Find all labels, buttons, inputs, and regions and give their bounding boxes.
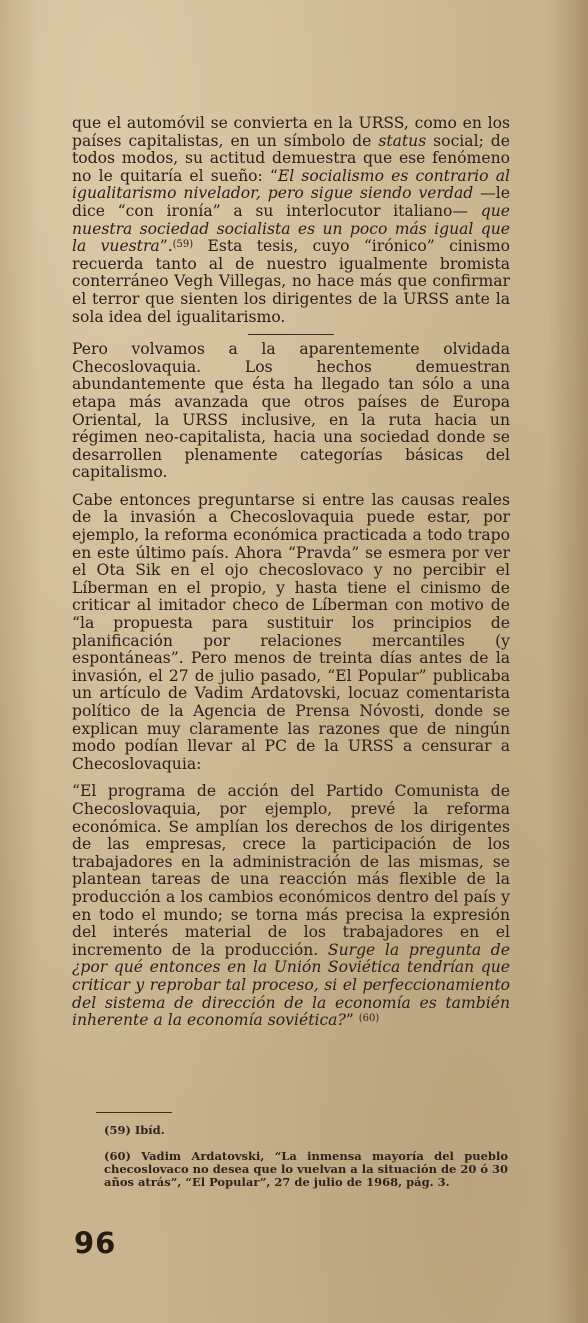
footnotes <box>104 1124 508 1189</box>
section-divider <box>248 334 334 335</box>
paragraph-1-quote-1: El socialismo es contrario al igualitarismo nivelador, pero sigue siendo verdad <box>72 166 510 203</box>
footnote-60: (60) Vadim Ardatovski, “La inmensa mayoría del pueblo checoslovaco no desea que lo vuelvan a la situación de 20 ó 30 años atrás”, “El Popular”, 27 de julio de 1968, pág. 3. <box>104 1149 509 1189</box>
paragraph-1-text-b: social; de todos modos, su actitud demuestra que ese fenómeno no le quitaría el sueño: “ <box>72 131 510 185</box>
paragraph-3: Cabe entonces preguntarse si entre las causas reales de la invasión a Checoslovaquia puede estar, por ejemplo, la reforma económica practicada a todo trapo en este último país. Ahora “Pravda” se esmera por ver el Ota Sik en el ojo checoslovaco y no percibir el Líberman en el propio, y hasta tiene el cinismo de criticar al imitador checo de Líberman con motivo de “la propuesta para sustituir los principios de planificación por relaciones mercantiles (y espontáneas”. Pero menos de treinta días antes de la invasión, el 27 de julio pasado, “El Popular” publicaba un artículo de Vadim Ardatovski, locuaz comentarista político de la Agencia de Prensa Nóvosti, donde se explican muy claramente las razones que de ningún modo podían llevar al PC de la URSS a censurar a Checoslovaquia: <box>72 490 510 773</box>
paragraph-1-text-c: —le dice “con ironía” a su interlocutor italiano— <box>72 184 510 220</box>
footnote-divider <box>96 1112 172 1113</box>
footnote-59: (59) Ibíd. <box>104 1123 165 1137</box>
paragraph-1-text-d: ”. <box>159 237 173 256</box>
paragraph-1-quote-2: que nuestra sociedad socialista es un poco más igual que la vuestra <box>72 201 510 256</box>
paragraph-1-text-e: Esta tesis, cuyo “irónico” cinismo recuerda tanto al de nuestro igualmente bromista conterráneo Vegh Villegas, no hace más que confirmar el terror que sienten los dirigentes de la URSS ante la sola idea del igualitarismo. <box>72 237 511 326</box>
status-italic: status <box>378 131 427 150</box>
page-number: 96 <box>74 1226 117 1260</box>
quote-italic-text: Surge la pregunta de ¿por qué entonces en la Unión Soviética tendrían que criticar y reprobar tal proceso, si el perfeccionamiento del sistema de dirección de la economía es también inherente a la economía soviética? <box>72 940 510 1030</box>
quote-text: “El programa de acción del Partido Comunista de Checoslovaquia, por ejemplo, prevé la reforma económica. Se amplían los derechos de los dirigentes de las empresas, crece la participación de los trabajadores en la administración de las mismas, se plantean tareas de una reacción más flexible de la producción a los cambios económicos dentro del país y en todo el mundo; se torna más precisa la expresión del interés material de los trabajadores en el incremento de la producción. <box>72 782 510 959</box>
paragraph-2: Pero volvamos a la aparentemente olvidada Checoslovaquia. Los hechos demuestran abundantemente que ésta ha llegado tan sólo a una etapa más avanzada que otros países de Europa Oriental, la URSS inclusive, en la ruta hacia un régimen neo-capitalista, hacia una sociedad donde se desarrollen plenamente categorías básicas del capitalismo. <box>72 340 510 482</box>
footnote-ref-60: (60) <box>358 1013 380 1025</box>
main-text-column <box>72 115 510 1030</box>
paragraph-1-text-a: que el automóvil se convierta en la URSS, como en los países capitalistas, en un símbolo de <box>72 114 510 150</box>
quote-close: ” <box>345 1011 359 1030</box>
footnote-ref-59: (59) <box>172 239 194 251</box>
paragraph-1 <box>72 115 510 326</box>
block-quote <box>72 783 510 1029</box>
